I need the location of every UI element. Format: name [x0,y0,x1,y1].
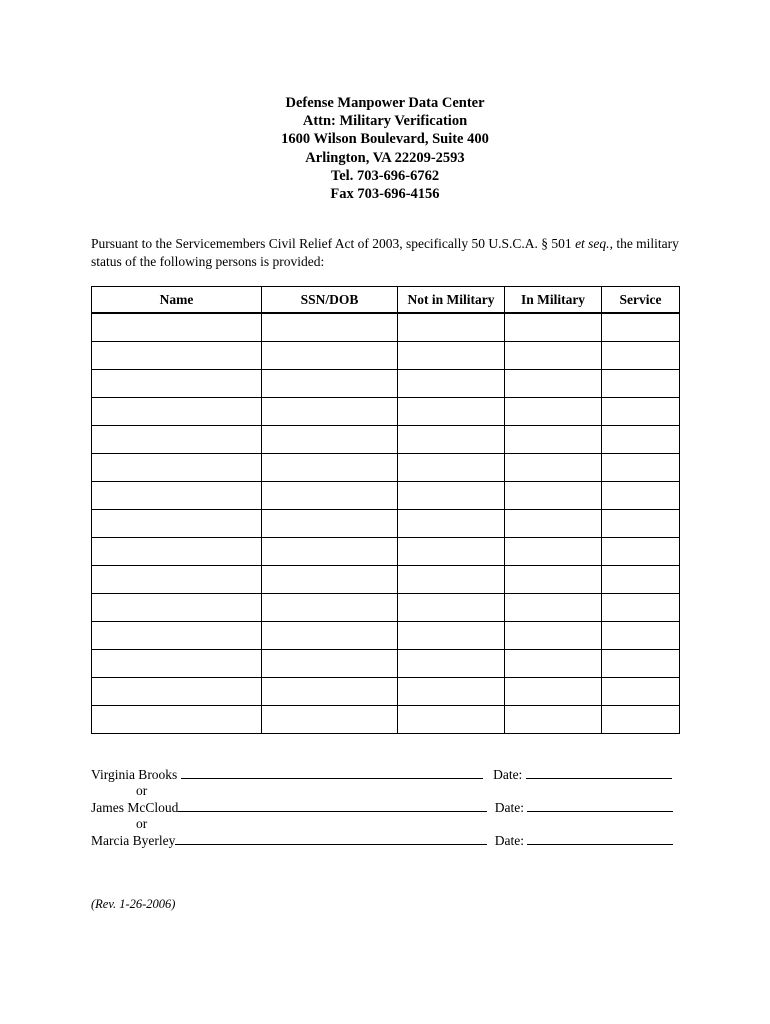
or-separator: or [136,783,148,798]
header-fax: Fax 703-696-4156 [330,186,440,203]
table-row [92,454,680,482]
table-cell-in-military[interactable] [505,370,602,398]
table-cell-service[interactable] [602,398,680,426]
table-cell-name[interactable] [92,370,262,398]
table-cell-not-in-military[interactable] [398,650,505,678]
intro-text-italic: et seq. [575,236,610,251]
table-cell-name[interactable] [92,566,262,594]
signature-line[interactable] [181,766,483,779]
intro-text-start: Pursuant to the Servicemembers Civil Relief Act of 2003, specifically 50 U.S.C.A. § 501 [91,236,576,251]
table-body [92,313,680,734]
table-cell-in-military[interactable] [505,706,602,734]
table-cell-in-military[interactable] [505,313,602,342]
table-cell-in-military[interactable] [505,622,602,650]
header-street-address: 1600 Wilson Boulevard, Suite 400 [281,131,489,148]
signature-row-virginia-brooks [91,766,672,782]
table-row [92,313,680,342]
table-cell-in-military[interactable] [505,594,602,622]
table-cell-name[interactable] [92,538,262,566]
table-cell-service[interactable] [602,622,680,650]
header-attention: Attn: Military Verification [302,113,468,130]
date-label: Date: [493,767,526,782]
intro-paragraph [91,235,691,271]
table-row [92,342,680,370]
table-cell-in-military[interactable] [505,342,602,370]
or-separator: or [136,816,148,831]
table-cell-not-in-military[interactable] [398,594,505,622]
signer-name: James McCloud [91,800,179,815]
revision-note: (Rev. 1-26-2006) [91,897,176,911]
table-cell-in-military[interactable] [505,510,602,538]
table-cell-ssn-dob[interactable] [262,426,398,454]
signer-name: Marcia Byerley [91,833,176,848]
date-line[interactable] [527,799,673,812]
table-row [92,426,680,454]
table-cell-service[interactable] [602,706,680,734]
table-cell-not-in-military[interactable] [398,706,505,734]
table-cell-ssn-dob[interactable] [262,482,398,510]
table-cell-not-in-military[interactable] [398,538,505,566]
table-cell-service[interactable] [602,510,680,538]
table-cell-name[interactable] [92,482,262,510]
signature-row-james-mccloud [91,799,673,815]
table-cell-service[interactable] [602,594,680,622]
table-cell-not-in-military[interactable] [398,342,505,370]
column-header-not-in-military: Not in Military [398,287,505,314]
table-cell-ssn-dob[interactable] [262,706,398,734]
table-cell-name[interactable] [92,650,262,678]
table-cell-name[interactable] [92,706,262,734]
table-cell-ssn-dob[interactable] [262,650,398,678]
table-cell-ssn-dob[interactable] [262,313,398,342]
table-cell-name[interactable] [92,454,262,482]
header-city-state-zip: Arlington, VA 22209-2593 [305,149,465,166]
signer-name: Virginia Brooks [91,767,181,782]
table-header-row [92,287,680,314]
table-row [92,706,680,734]
table-cell-not-in-military[interactable] [398,454,505,482]
table-cell-ssn-dob[interactable] [262,454,398,482]
table-cell-ssn-dob[interactable] [262,538,398,566]
table-cell-service[interactable] [602,342,680,370]
table-cell-ssn-dob[interactable] [262,370,398,398]
table-cell-ssn-dob[interactable] [262,678,398,706]
table-cell-ssn-dob[interactable] [262,510,398,538]
table-row [92,538,680,566]
table-cell-name[interactable] [92,313,262,342]
table-cell-not-in-military[interactable] [398,482,505,510]
date-line[interactable] [526,766,672,779]
header-telephone: Tel. 703-696-6762 [330,167,440,184]
table-cell-not-in-military[interactable] [398,622,505,650]
table-row [92,650,680,678]
table-row [92,510,680,538]
table-cell-ssn-dob[interactable] [262,622,398,650]
table-cell-ssn-dob[interactable] [262,398,398,426]
table-cell-in-military[interactable] [505,482,602,510]
table-cell-in-military[interactable] [505,566,602,594]
table-row [92,566,680,594]
table-row [92,594,680,622]
table-cell-name[interactable] [92,678,262,706]
table-cell-service[interactable] [602,678,680,706]
table-cell-name[interactable] [92,510,262,538]
table-row [92,398,680,426]
signature-line[interactable] [175,832,487,845]
intro-text-end: , the military status of the following persons is provided: [91,236,679,269]
table-row [92,482,680,510]
table-cell-in-military[interactable] [505,678,602,706]
table-cell-service[interactable] [602,426,680,454]
column-header-service: Service [602,287,680,314]
table-cell-service[interactable] [602,482,680,510]
table-cell-service[interactable] [602,313,680,342]
table-cell-name[interactable] [92,594,262,622]
table-cell-name[interactable] [92,426,262,454]
letterhead [0,94,770,203]
table-cell-name[interactable] [92,342,262,370]
table-cell-in-military[interactable] [505,426,602,454]
table-cell-ssn-dob[interactable] [262,594,398,622]
column-header-in-military: In Military [505,287,602,314]
military-status-table [91,286,680,734]
column-header-ssn-dob: SSN/DOB [262,287,398,314]
table-cell-in-military[interactable] [505,650,602,678]
table-cell-service[interactable] [602,566,680,594]
date-line[interactable] [527,832,673,845]
signature-row-marcia-byerley [91,832,673,848]
table-cell-service[interactable] [602,538,680,566]
table-cell-service[interactable] [602,454,680,482]
table-cell-not-in-military[interactable] [398,370,505,398]
table-cell-name[interactable] [92,622,262,650]
table-cell-service[interactable] [602,650,680,678]
header-org-name: Defense Manpower Data Center [285,95,485,111]
table-cell-not-in-military[interactable] [398,313,505,342]
table-cell-not-in-military[interactable] [398,678,505,706]
table-cell-not-in-military[interactable] [398,510,505,538]
table-cell-not-in-military[interactable] [398,426,505,454]
table-cell-not-in-military[interactable] [398,398,505,426]
date-label: Date: [494,833,528,848]
table-row [92,622,680,650]
table-row [92,370,680,398]
table-cell-in-military[interactable] [505,454,602,482]
table-cell-ssn-dob[interactable] [262,566,398,594]
table-cell-name[interactable] [92,398,262,426]
table-row [92,678,680,706]
column-header-name: Name [92,287,262,314]
table-cell-service[interactable] [602,370,680,398]
table-cell-in-military[interactable] [505,538,602,566]
table-cell-in-military[interactable] [505,398,602,426]
date-label: Date: [494,800,528,815]
signature-line[interactable] [178,799,487,812]
table-cell-ssn-dob[interactable] [262,342,398,370]
table-cell-not-in-military[interactable] [398,566,505,594]
